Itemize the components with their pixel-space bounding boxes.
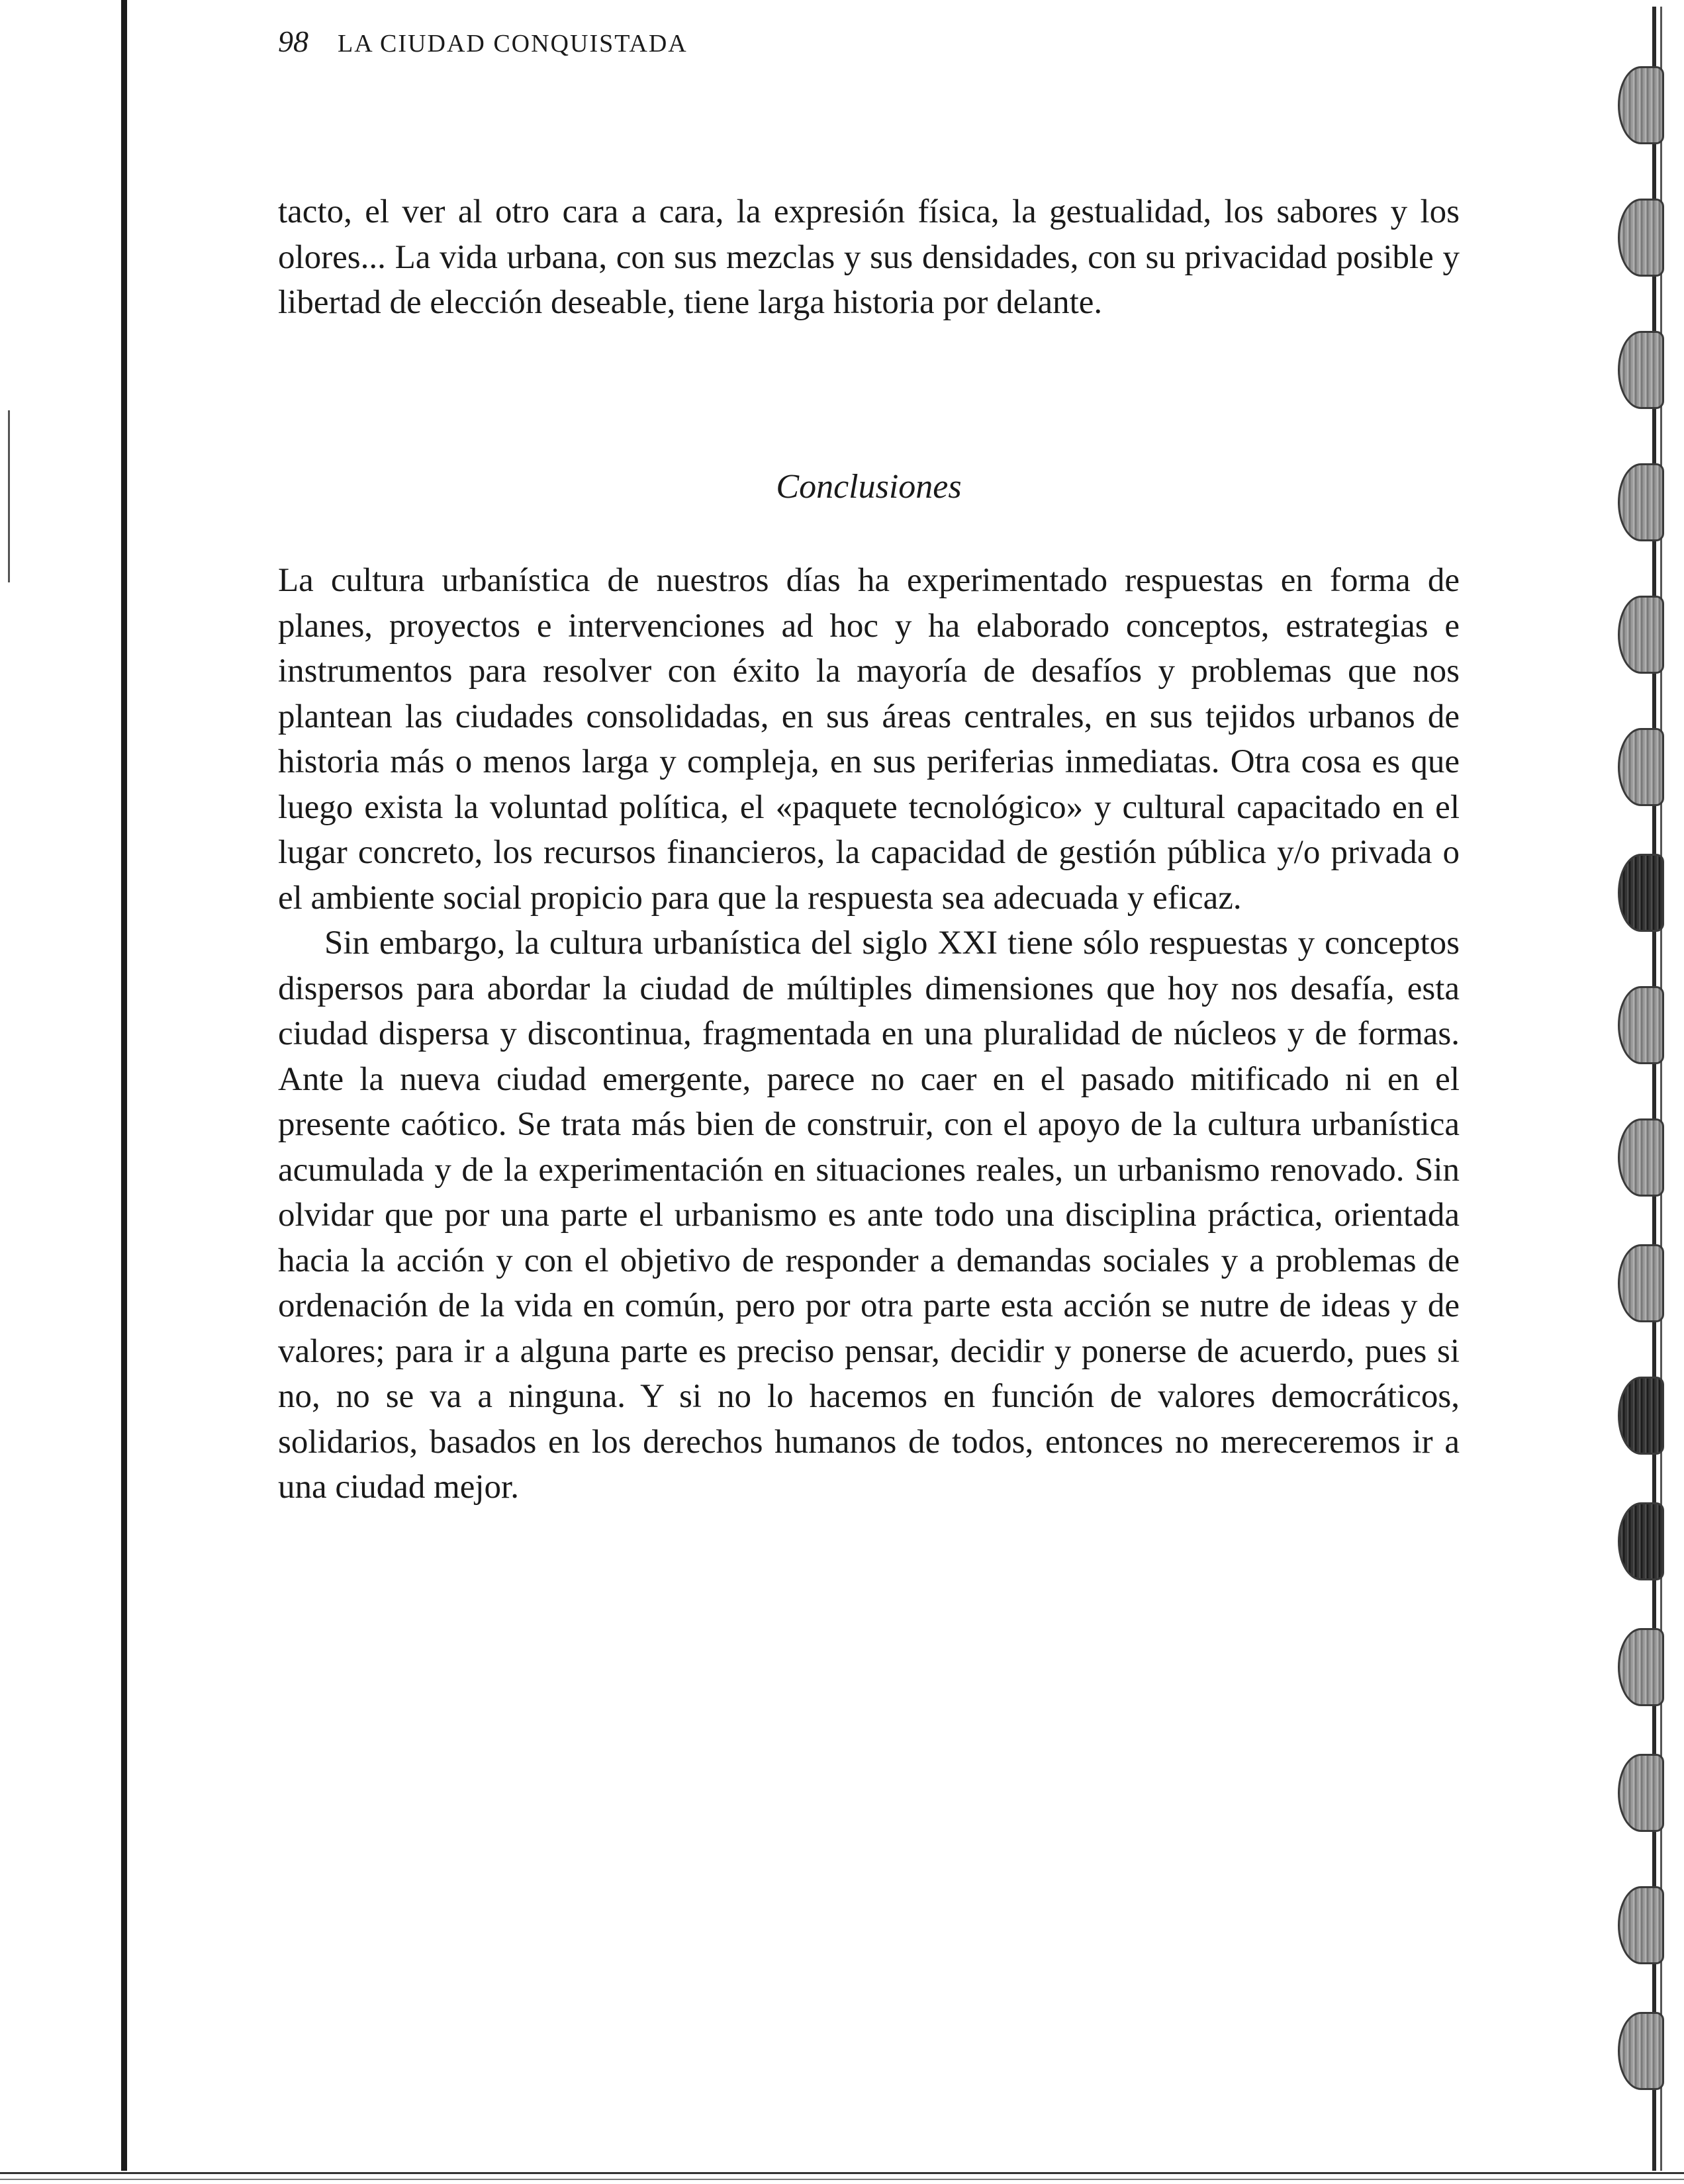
binding-ring: [1618, 1754, 1664, 1832]
binding-ring: [1618, 728, 1664, 806]
binding-ring: [1618, 2012, 1664, 2090]
paragraph-text: tacto, el ver al otro cara a cara, la expresión física, la gestualidad, los sabores y los olores... La vida urbana, con sus mezclas y sus densidades, con su privacidad posible y libertad de elección deseable, tiene larga historia por delante.: [278, 193, 1460, 321]
binding-ring: [1618, 331, 1664, 409]
binding-ring: [1618, 596, 1664, 674]
binding-ring: [1618, 1244, 1664, 1322]
spiral-binding: [1602, 0, 1684, 2184]
binding-ring: [1618, 463, 1664, 541]
scan-artifact-line: [8, 410, 10, 582]
binding-ring: [1618, 986, 1664, 1064]
page-header: [278, 24, 688, 64]
body-paragraph-1: [278, 189, 1460, 326]
page-bottom-edge: [0, 2172, 1684, 2174]
binding-ring: [1618, 1377, 1664, 1455]
binding-ring: [1618, 66, 1664, 144]
binding-ring: [1618, 1886, 1664, 1964]
binding-ring: [1618, 1118, 1664, 1197]
paragraph-text-2: La cultura urbanística de nuestros días ha experimentado respuestas en forma de planes, proyectos e intervenciones ad hoc y ha elaborado conceptos, estrategias e instrumentos para resolver con éxito la mayoría de desafíos y problemas que nos plantean las ciudades consolidadas, en sus áreas centrales, en sus tejidos urbanos de historia más o menos larga y compleja, en sus periferias inmediatas. Otra cosa es que luego exista la voluntad política, el «paquete tecnológico» y cultural capacitado en el lugar concreto, los recursos financieros, la capacidad de gestión pública y/o privada o el ambiente social propicio para que la respuesta sea adecuada y eficaz.: [278, 562, 1460, 917]
binding-wire-secondary: [1660, 7, 1662, 2171]
binding-ring: [1618, 199, 1664, 277]
binding-ring: [1618, 1502, 1664, 1580]
page-left-edge: [121, 0, 127, 2171]
paragraph-text-3: Sin embargo, la cultura urbanística del siglo XXI tiene sólo respuestas y conceptos dispersos para abordar la ciudad de múltiples dimensiones que hoy nos desafía, esta ciudad dispersa y discontinua, fragmentada en una pluralidad de núcleos y de formas. Ante la nueva ciudad emergente, parece no caer en el pasado mitificado ni en el presente caótico. Se trata más bien de construir, con el apoyo de la cultura urbanística acumulada y de la experimentación en situaciones reales, un urbanismo renovado. Sin olvidar que por una parte el urbanismo es ante todo una disciplina práctica, orientada hacia la acción y con el objetivo de responder a demandas sociales y a problemas de ordenación de la vida en común, pero por otra parte esta acción se nutre de ideas y de valores; para ir a alguna parte es preciso pensar, decidir y ponerse de acuerdo, pues si no, no se va a ninguna. Y si no lo hacemos en función de valores democráticos, solidarios, basados en los derechos humanos de todos, entonces no mereceremos ir a una ciudad mejor.: [278, 925, 1460, 1506]
section-heading: Conclusiones: [776, 468, 962, 506]
running-head: LA CIUDAD CONQUISTADA: [338, 30, 688, 58]
binding-ring: [1618, 854, 1664, 932]
page-number: 98: [278, 24, 308, 58]
body-paragraphs-conclusions: [278, 558, 1460, 1510]
page-bottom-edge-secondary: [0, 2179, 1684, 2180]
binding-ring: [1618, 1628, 1664, 1706]
